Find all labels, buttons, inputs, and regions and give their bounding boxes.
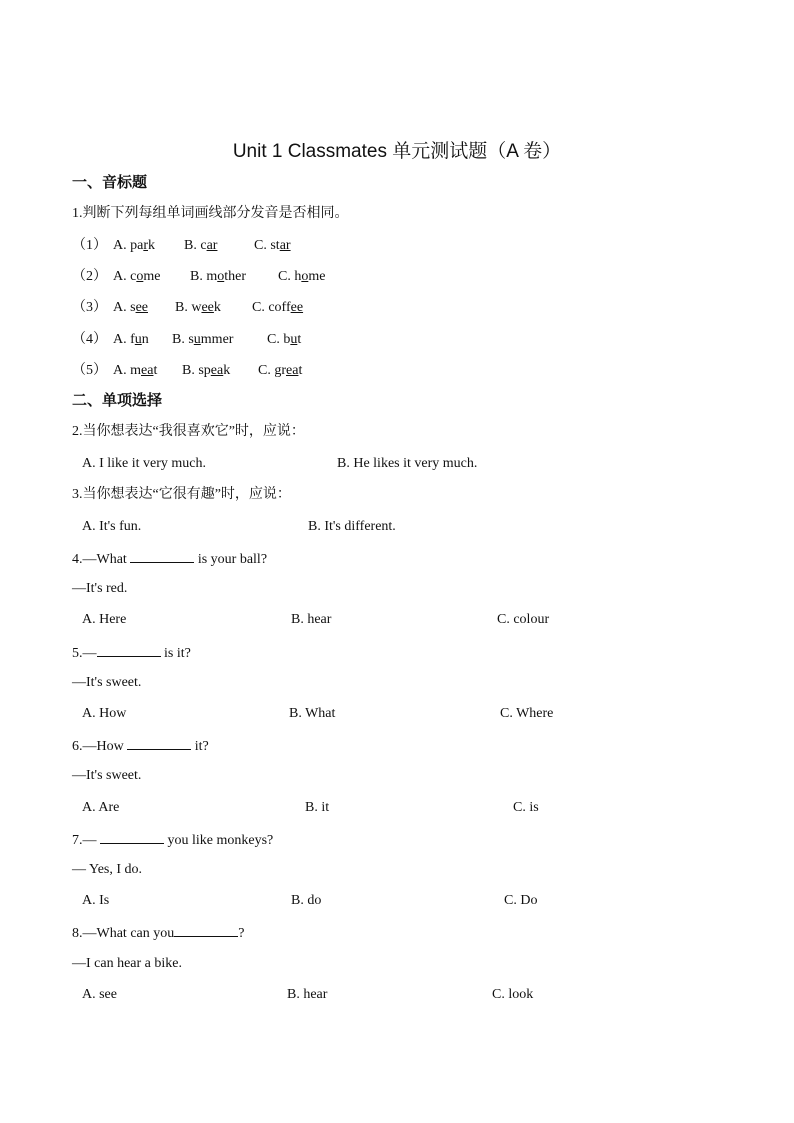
question-6-stem <box>72 735 209 757</box>
q8-reply: —I can hear a bike. <box>72 956 182 971</box>
q6-text-before: 6.—How <box>72 739 128 754</box>
q5-answer-blank[interactable] <box>97 642 161 657</box>
q3-option-b[interactable]: B. It's different. <box>308 519 396 534</box>
page-title: Unit 1 Classmates 单元测试题（A 卷） <box>232 141 562 162</box>
word-part: C. gr <box>258 363 286 378</box>
q4-reply: —It's red. <box>72 581 128 596</box>
phonetics-option-c[interactable] <box>252 298 303 318</box>
section-heading-phonetics: 一、音标题 <box>72 174 148 191</box>
q5-text-after: is it? <box>160 646 191 661</box>
underlined-letters: ar <box>279 238 291 253</box>
q2-option-b[interactable]: B. He likes it very much. <box>337 456 478 471</box>
q8-option-b[interactable]: B. hear <box>287 987 328 1002</box>
q4-option-a[interactable]: A. Here <box>82 612 127 627</box>
q2-option-a[interactable]: A. I like it very much. <box>82 456 207 471</box>
word-part: C. h <box>278 269 302 284</box>
q8-answer-blank[interactable] <box>174 922 238 937</box>
phonetics-option-b[interactable] <box>175 298 221 318</box>
q4-option-b[interactable]: B. hear <box>291 612 332 627</box>
word-part: k <box>223 363 231 378</box>
underlined-letters: ea <box>210 363 224 378</box>
phonetics-row-number: （4） <box>72 332 107 347</box>
phonetics-option-b[interactable] <box>190 267 246 287</box>
phonetics-option-a[interactable] <box>113 236 155 256</box>
word-part: B. sp <box>182 363 211 378</box>
phonetics-option-b[interactable] <box>182 361 230 381</box>
q7-reply: — Yes, I do. <box>72 862 143 877</box>
q4-text-after: is your ball? <box>194 552 268 567</box>
q5-reply: —It's sweet. <box>72 675 142 690</box>
question-5-stem <box>72 642 191 664</box>
phonetics-option-c[interactable] <box>254 236 291 256</box>
q6-text-after: it? <box>191 739 209 754</box>
word-part: C. st <box>254 238 280 253</box>
phonetics-option-c[interactable] <box>258 361 302 381</box>
phonetics-row-number: （1） <box>72 238 107 253</box>
phonetics-row-number: （5） <box>72 363 107 378</box>
word-part: t <box>298 363 303 378</box>
word-part: k <box>148 238 155 253</box>
phonetics-option-b[interactable] <box>172 330 233 350</box>
word-part: B. w <box>175 300 202 315</box>
q6-answer-blank[interactable] <box>127 735 191 750</box>
phonetics-row-number: （3） <box>72 300 107 315</box>
underlined-letters: o <box>217 269 225 284</box>
word-part: ther <box>224 269 246 284</box>
underlined-letters: ee <box>201 300 214 315</box>
underlined-letters: ea <box>141 363 154 378</box>
q6-option-a[interactable]: A. Are <box>82 800 120 815</box>
word-part: k <box>213 300 221 315</box>
word-part: A. pa <box>113 238 144 253</box>
underlined-letters: ee <box>290 300 304 315</box>
q4-answer-blank[interactable] <box>130 548 194 563</box>
phonetics-option-a[interactable] <box>113 267 160 287</box>
question-2-stem: 2.当你想表达“我很喜欢它”时，应说： <box>72 424 305 439</box>
q5-option-c[interactable]: C. Where <box>500 706 554 721</box>
underlined-letters: u <box>290 332 298 347</box>
q7-text-after: you like monkeys? <box>164 833 274 848</box>
q4-text-before: 4.—What <box>72 552 131 567</box>
q5-text-before: 5.— <box>72 646 97 661</box>
word-part: me <box>308 269 326 284</box>
underlined-letters: o <box>136 269 144 284</box>
q8-text-after: ? <box>238 926 245 941</box>
word-part: B. m <box>190 269 218 284</box>
phonetics-option-c[interactable] <box>278 267 325 287</box>
q7-option-b[interactable]: B. do <box>291 893 322 908</box>
phonetics-option-c[interactable] <box>267 330 301 350</box>
word-part: A. f <box>113 332 135 347</box>
q7-option-a[interactable]: A. Is <box>82 893 110 908</box>
q4-option-c[interactable]: C. colour <box>497 612 550 627</box>
q7-text-before: 7.— <box>72 833 100 848</box>
q8-option-c[interactable]: C. look <box>492 987 534 1002</box>
word-part: t <box>297 332 302 347</box>
section-heading-choice: 二、单项选择 <box>72 392 163 409</box>
underlined-letters: ar <box>206 238 218 253</box>
q5-option-a[interactable]: A. How <box>82 706 127 721</box>
underlined-letters: r <box>143 238 148 253</box>
q7-option-c[interactable]: C. Do <box>504 893 538 908</box>
q7-answer-blank[interactable] <box>100 829 164 844</box>
question-7-stem <box>72 829 273 851</box>
phonetics-option-b[interactable] <box>184 236 217 256</box>
phonetics-option-a[interactable] <box>113 361 157 381</box>
underlined-letters: ea <box>286 363 299 378</box>
q8-option-a[interactable]: A. see <box>82 987 117 1002</box>
question-1-stem: 1.判断下列每组单词画线部分发音是否相同。 <box>72 206 349 221</box>
word-part: A. m <box>113 363 141 378</box>
word-part: me <box>143 269 161 284</box>
word-part: n <box>141 332 149 347</box>
underlined-letters: o <box>301 269 309 284</box>
word-part: B. s <box>172 332 194 347</box>
word-part: C. b <box>267 332 291 347</box>
word-part: mmer <box>200 332 234 347</box>
word-part: t <box>153 363 158 378</box>
question-8-stem <box>72 922 244 944</box>
question-4-stem <box>72 548 267 570</box>
q8-text-before: 8.—What can you <box>72 926 175 941</box>
word-part: B. c <box>184 238 207 253</box>
word-part: A. s <box>113 300 136 315</box>
word-part: C. coff <box>252 300 291 315</box>
underlined-letters: u <box>193 332 201 347</box>
phonetics-option-a[interactable] <box>113 298 148 318</box>
underlined-letters: u <box>134 332 142 347</box>
q5-option-b[interactable]: B. What <box>289 706 336 721</box>
q3-option-a[interactable]: A. It's fun. <box>82 519 142 534</box>
question-3-stem: 3.当你想表达“它很有趣”时，应说： <box>72 487 291 502</box>
q6-option-c[interactable]: C. is <box>513 800 539 815</box>
word-part: A. c <box>113 269 137 284</box>
q6-reply: —It's sweet. <box>72 768 142 783</box>
q6-option-b[interactable]: B. it <box>305 800 330 815</box>
underlined-letters: ee <box>135 300 148 315</box>
phonetics-option-a[interactable] <box>113 330 149 350</box>
phonetics-row-number: （2） <box>72 269 107 284</box>
